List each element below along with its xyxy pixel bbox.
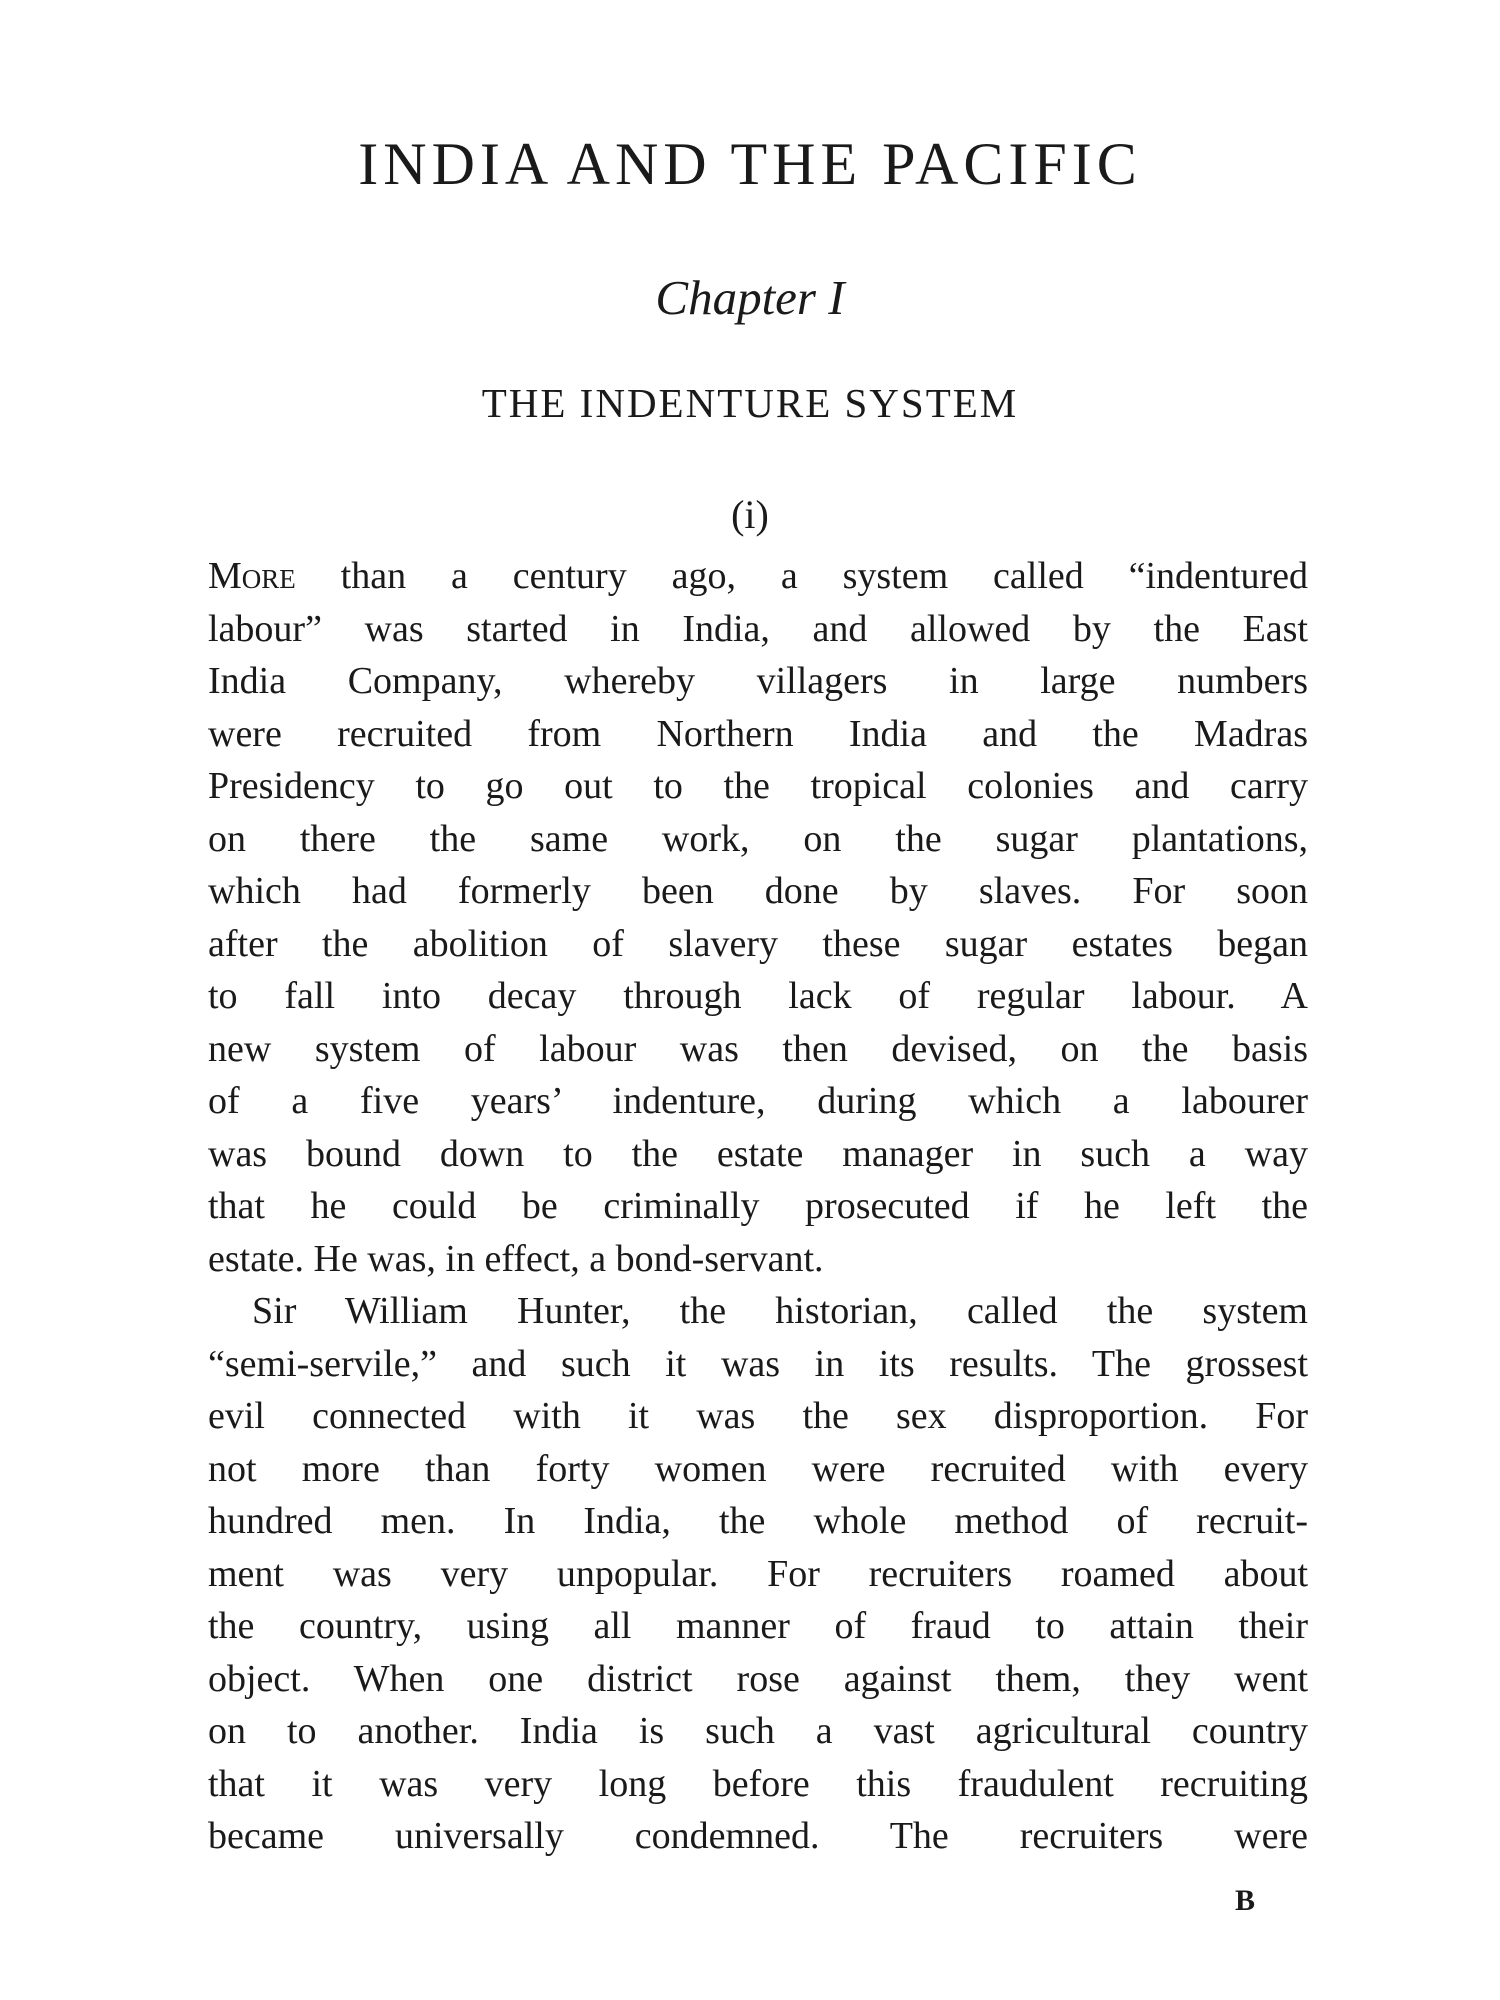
text-line: were recruited from Northern India and the Madras <box>208 712 1308 755</box>
text-line <box>208 550 1308 603</box>
text-line: that it was very long before this fraudulent recruiting <box>208 1762 1308 1805</box>
section-number: (i) <box>731 492 769 537</box>
text-line: not more than forty women were recruited with every <box>208 1447 1308 1490</box>
chapter-label: Chapter <box>655 270 817 325</box>
signature-mark: B <box>1235 1884 1256 1917</box>
text-line: hundred men. In India, the whole method of recruit- <box>208 1500 1308 1542</box>
book-title: INDIA AND THE PACIFIC <box>358 131 1142 197</box>
text-line: Presidency to go out to the tropical colonies and carry <box>208 765 1308 807</box>
text-line: the country, using all manner of fraud to attain their <box>208 1605 1308 1647</box>
text-line: Sir William Hunter, the historian, called the system <box>252 1290 1308 1332</box>
first-line-rest: than a century ago, a system called “indentured <box>295 555 1308 597</box>
text-line: after the abolition of slavery these sugar estates began <box>208 922 1308 965</box>
chapter-heading <box>0 268 1500 328</box>
text-line: to fall into decay through lack of regular labour. A <box>208 975 1308 1017</box>
text-line: became universally condemned. The recruiters were <box>208 1815 1308 1857</box>
text-line: on to another. India is such a vast agricultural country <box>208 1710 1308 1752</box>
body-text <box>208 550 1308 1863</box>
text-line: labour” was started in India, and allowed by the East <box>208 607 1308 650</box>
text-line: which had formerly been done by slaves. For soon <box>208 870 1308 912</box>
text-line: India Company, whereby villagers in large numbers <box>208 660 1308 702</box>
text-line: was bound down to the estate manager in such a way <box>208 1132 1308 1175</box>
text-line: on there the same work, on the sugar plantations, <box>208 817 1308 860</box>
lead-word: More <box>208 555 296 597</box>
paragraph-1 <box>208 550 1308 1285</box>
text-line: estate. He was, in effect, a bond-servant. <box>208 1237 824 1280</box>
paragraph-2 <box>208 1285 1308 1863</box>
text-line: ment was very unpopular. For recruiters roamed about <box>208 1552 1308 1595</box>
text-line: “semi-servile,” and such it was in its results. The grossest <box>208 1342 1308 1385</box>
text-line: of a five years’ indenture, during which a labourer <box>208 1080 1308 1122</box>
text-line: that he could be criminally prosecuted if he left the <box>208 1185 1308 1227</box>
chapter-number: I <box>828 270 845 325</box>
text-line: object. When one district rose against them, they went <box>208 1657 1308 1700</box>
section-title: THE INDENTURE SYSTEM <box>481 380 1019 426</box>
text-line: evil connected with it was the sex disproportion. For <box>208 1395 1308 1437</box>
text-line: new system of labour was then devised, on the basis <box>208 1027 1308 1070</box>
